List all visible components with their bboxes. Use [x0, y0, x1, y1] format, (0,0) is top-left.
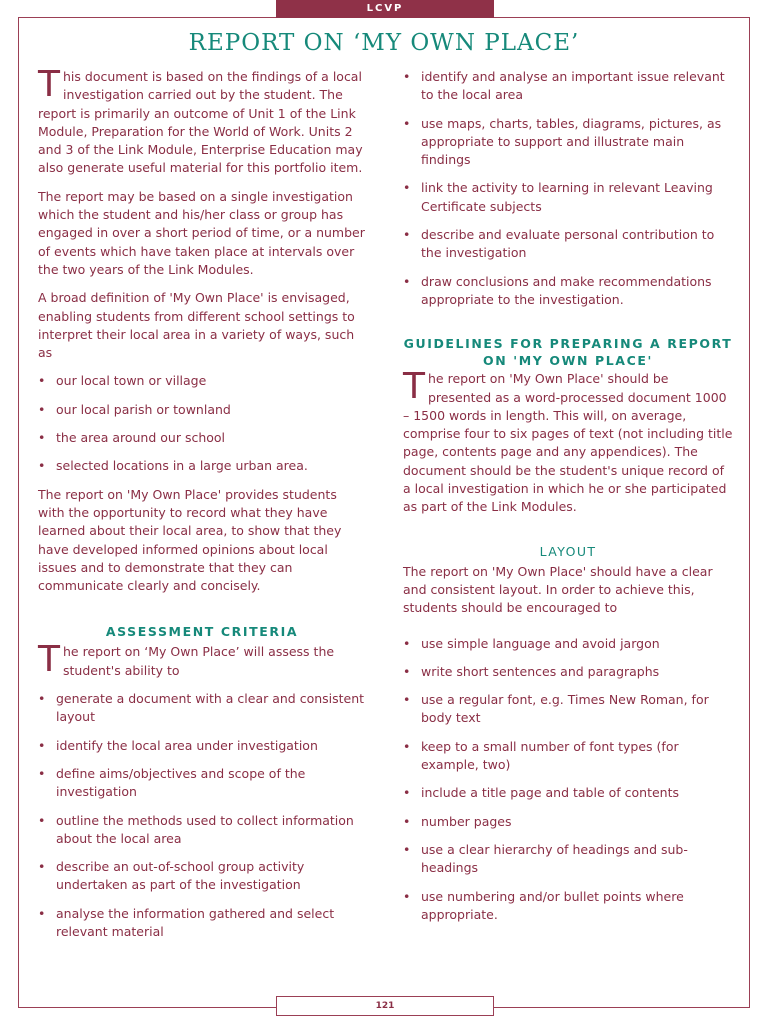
bullet-icon: •: [403, 273, 411, 289]
layout-intro: The report on 'My Own Place' should have a clear and consistent layout. In order to achieve this, students should be encouraged to: [403, 563, 713, 616]
header-tab: LCVP: [276, 0, 494, 18]
drop-cap: T: [403, 366, 425, 408]
places-list: [38, 372, 366, 475]
drop-cap: T: [38, 64, 60, 105]
list-item: • describe an out-of-school group activity undertaken as part of the investigation: [38, 859, 305, 893]
drop-cap: T: [38, 639, 60, 681]
bullet-icon: •: [403, 785, 411, 801]
page-number: 121: [276, 996, 494, 1016]
list-item: • outline the methods used to collect information about the local area: [38, 812, 354, 846]
list-item: • use a clear hierarchy of headings and sub-headings: [403, 841, 688, 876]
bullet-icon: •: [403, 663, 411, 679]
bullet-icon: •: [38, 401, 46, 417]
intro-paragraph: This document is based on the findings of a local investigation carried out by the student. The report is primarily an outcome of Unit 1 of the Link Module, Preparation for the World of Work. Units 2 and 3 of the Link Module, Enterprise Education may also generate useful material for this portfolio item.: [38, 64, 363, 176]
bullet-icon: •: [38, 905, 46, 921]
bullet-icon: •: [38, 430, 46, 446]
bullet-icon: •: [38, 458, 46, 474]
page-title: REPORT ON ‘MY OWN PLACE’: [188, 30, 580, 56]
layout-list: [403, 635, 733, 925]
list-item: • draw conclusions and make recommendations appropriate to the investigation.: [403, 273, 712, 307]
list-item: • link the activity to learning in relevant Leaving Certificate subjects: [403, 180, 713, 214]
list-item: • keep to a small number of font types (for example, two): [403, 738, 679, 773]
bullet-icon: •: [38, 859, 46, 875]
assessment-intro: The report on ‘My Own Place’ will assess the student's ability to: [38, 639, 335, 681]
list-item: • include a title page and table of contents: [403, 784, 733, 802]
list-item: • number pages: [403, 813, 733, 831]
bullet-icon: •: [403, 227, 411, 243]
guidelines-paragraph: The report on 'My Own Place' should be presented as a word-processed document 1000 – 1500 words in length. This will, on average, comprise four to six pages of text (not including title page, contents page and any appendices). The document should be the student's unique record of a local investigation in which he or she participated as part of the Link Modules.: [403, 366, 733, 515]
list-item: • use simple language and avoid jargon: [403, 635, 733, 653]
bullet-icon: •: [403, 635, 411, 651]
bullet-icon: •: [403, 738, 411, 754]
bullet-icon: •: [403, 69, 411, 84]
right-column: [403, 68, 733, 934]
bullet-icon: •: [38, 691, 46, 707]
list-item: • generate a document with a clear and consistent layout: [38, 691, 365, 725]
list-item: • our local parish or townland: [38, 401, 366, 419]
bullet-icon: •: [403, 692, 411, 708]
list-item: • use maps, charts, tables, diagrams, pictures, as appropriate to support and illustrate main findings: [403, 115, 722, 168]
list-item: • identify the local area under investigation: [38, 737, 366, 755]
bullet-icon: •: [38, 373, 46, 389]
list-item: • analyse the information gathered and select relevant material: [38, 905, 335, 939]
list-item: • describe and evaluate personal contribution to the investigation: [403, 227, 715, 261]
bullet-icon: •: [403, 841, 411, 857]
list-item: • use numbering and/or bullet points where appropriate.: [403, 888, 684, 922]
assessment-heading: ASSESSMENT CRITERIA: [105, 624, 299, 640]
bullet-icon: •: [38, 765, 46, 781]
bullet-icon: •: [403, 888, 411, 904]
paragraph: The report may be based on a single investigation which the student and his/her class or group has engaged in over a short period of time, or a number of events which have taken place at intervals over the two years of the Link Modules.: [38, 188, 365, 277]
layout-heading: LAYOUT: [539, 543, 597, 559]
paragraph: A broad definition of 'My Own Place' is envisaged, enabling students from different school settings to interpret their local area in a variety of ways, such as: [38, 290, 355, 361]
list-item: • use a regular font, e.g. Times New Roman, for body text: [403, 692, 709, 726]
bullet-icon: •: [38, 812, 46, 828]
list-item: • identify and analyse an important issue relevant to the local area: [403, 69, 725, 103]
criteria-list-continued: [403, 68, 733, 309]
guidelines-heading: GUIDELINES FOR PREPARING A REPORT ON 'MY OWN PLACE': [403, 336, 733, 369]
list-item: • the area around our school: [38, 429, 366, 447]
list-item: • define aims/objectives and scope of the investigation: [38, 765, 306, 800]
left-column: [38, 64, 366, 951]
bullet-icon: •: [403, 180, 411, 196]
bullet-icon: •: [38, 737, 46, 753]
list-item: • write short sentences and paragraphs: [403, 663, 733, 681]
paragraph: The report on 'My Own Place' provides students with the opportunity to record what they have learned about their local area, to show that they have developed informed opinions about local issues and to demonstrate that they can communicate clearly and concisely.: [38, 486, 342, 594]
list-item: • our local town or village: [38, 372, 366, 390]
bullet-icon: •: [403, 813, 411, 829]
criteria-list: [38, 690, 366, 941]
bullet-icon: •: [403, 115, 411, 131]
list-item: • selected locations in a large urban area.: [38, 457, 366, 475]
